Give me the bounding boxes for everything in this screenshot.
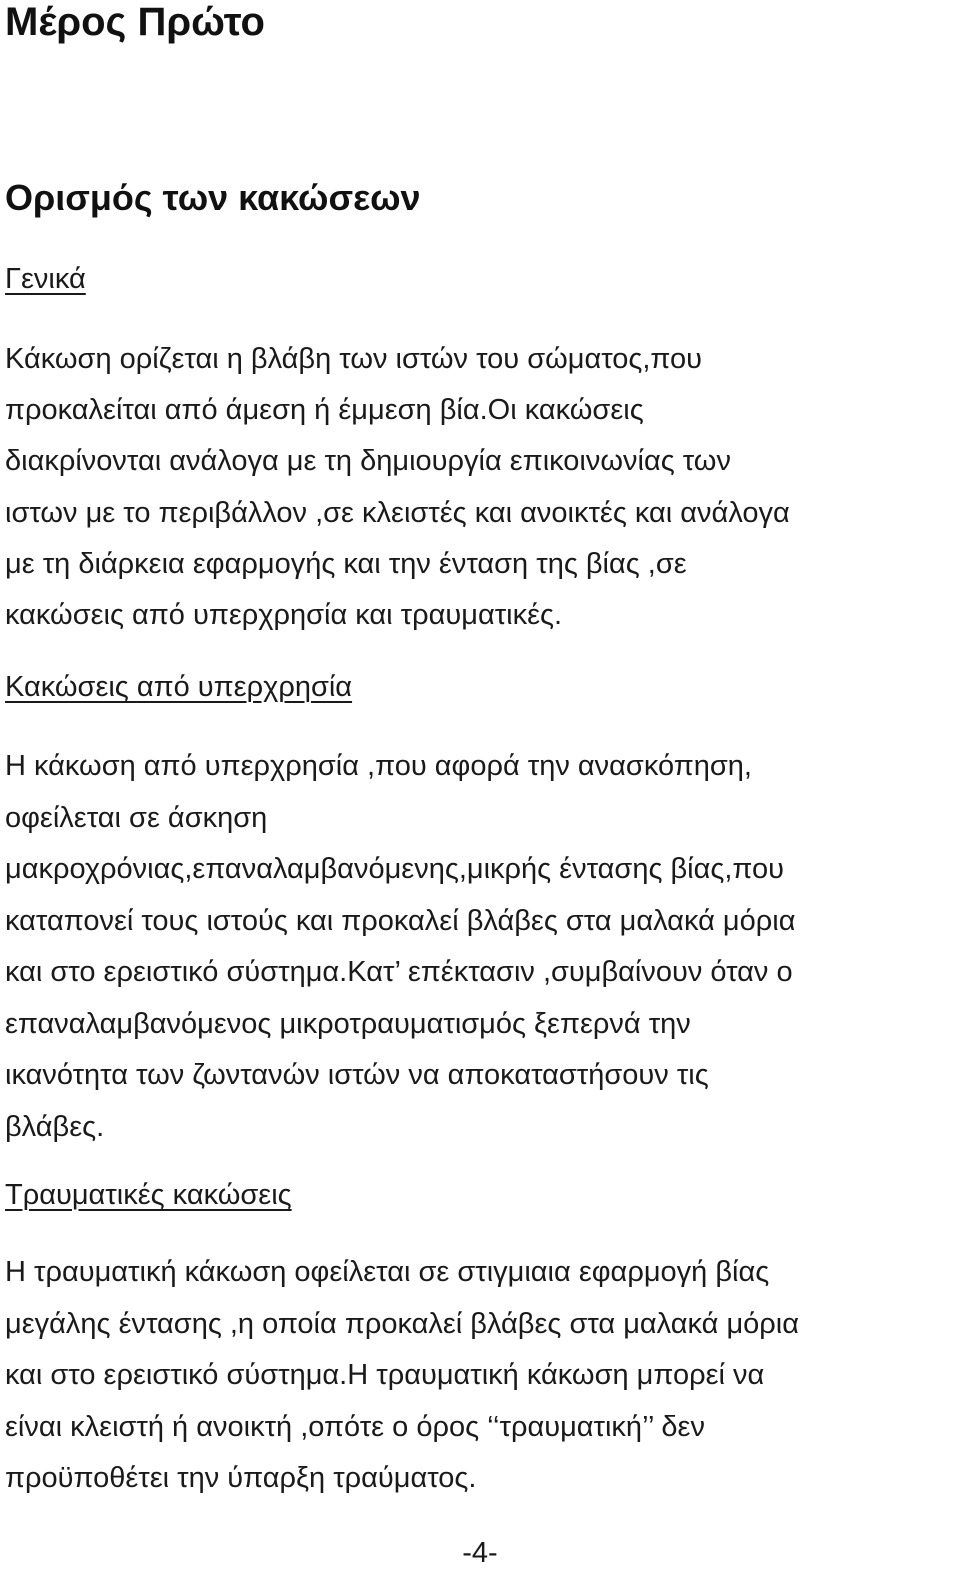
paragraph-line: ιστων με το περιβάλλον ,σε κλειστές και ανοικτές και ανάλογα bbox=[5, 496, 790, 529]
paragraph-line: Κάκωση ορίζεται η βλάβη των ιστών του σώματος,που bbox=[5, 343, 703, 375]
paragraph-line: ικανότητα των ζωντανών ιστών να αποκαταστήσουν τις bbox=[5, 1059, 709, 1091]
paragraph-line: με τη διάρκεια εφαρμογής και την ένταση της βίας ,σε bbox=[5, 547, 687, 580]
subheading-overuse-injuries: Κακώσεις από υπερχρησία bbox=[5, 671, 353, 703]
paragraph-line: μακροχρόνιας,επαναλαμβανόμενης,μικρής έντασης βίας,που bbox=[5, 853, 784, 885]
paragraph-line: βλάβες. bbox=[5, 1110, 105, 1143]
paragraph-line: μεγάλης έντασης ,η οποία προκαλεί βλάβες στα μαλακά μόρια bbox=[5, 1307, 800, 1340]
paragraph-line: καταπονεί τους ιστούς και προκαλεί βλάβες στα μαλακά μόρια bbox=[5, 904, 796, 937]
paragraph-line: Η τραυματική κάκωση οφείλεται σε στιγμιαια εφαρμογή βίας bbox=[5, 1256, 770, 1288]
paragraph-general bbox=[5, 334, 957, 641]
page-title: Μέρος Πρώτο bbox=[5, 0, 265, 44]
paragraph-line: είναι κλειστή ή ανοικτή ,οπότε ο όρος ‘‘τραυματική’’ δεν bbox=[5, 1410, 705, 1443]
paragraph-line: και στο ερειστικό σύστημα.Κατ’ επέκτασιν ,συμβαίνουν όταν ο bbox=[5, 956, 793, 988]
paragraph-line: κακώσεις από υπερχρησία και τραυματικές. bbox=[5, 599, 563, 632]
paragraph-traumatic-injuries bbox=[5, 1247, 957, 1505]
section-heading: Ορισμός των κακώσεων bbox=[5, 177, 421, 218]
subheading-traumatic-injuries: Τραυματικές κακώσεις bbox=[5, 1179, 292, 1211]
paragraph-line: προκαλείται από άμεση ή έμμεση βία.Οι κακώσεις bbox=[5, 394, 644, 427]
paragraph-line: προϋποθέτει την ύπαρξη τραύματος. bbox=[5, 1462, 477, 1494]
paragraph-line: διακρίνονται ανάλογα με τη δημιουργία επικοινωνίας των bbox=[5, 445, 731, 478]
paragraph-line: οφείλεται σε άσκηση bbox=[5, 801, 268, 834]
paragraph-line: και στο ερειστικό σύστημα.Η τραυματική κάκωση μπορεί να bbox=[5, 1359, 765, 1391]
page-number: -4- bbox=[462, 1537, 498, 1569]
paragraph-line: Η κάκωση από υπερχρησία ,που αφορά την ανασκόπηση, bbox=[5, 750, 752, 782]
paragraph-overuse-injuries bbox=[5, 741, 957, 1153]
subheading-general: Γενικά bbox=[5, 263, 86, 295]
paragraph-line: επαναλαμβανόμενος μικροτραυματισμός ξεπερνά την bbox=[5, 1007, 691, 1040]
